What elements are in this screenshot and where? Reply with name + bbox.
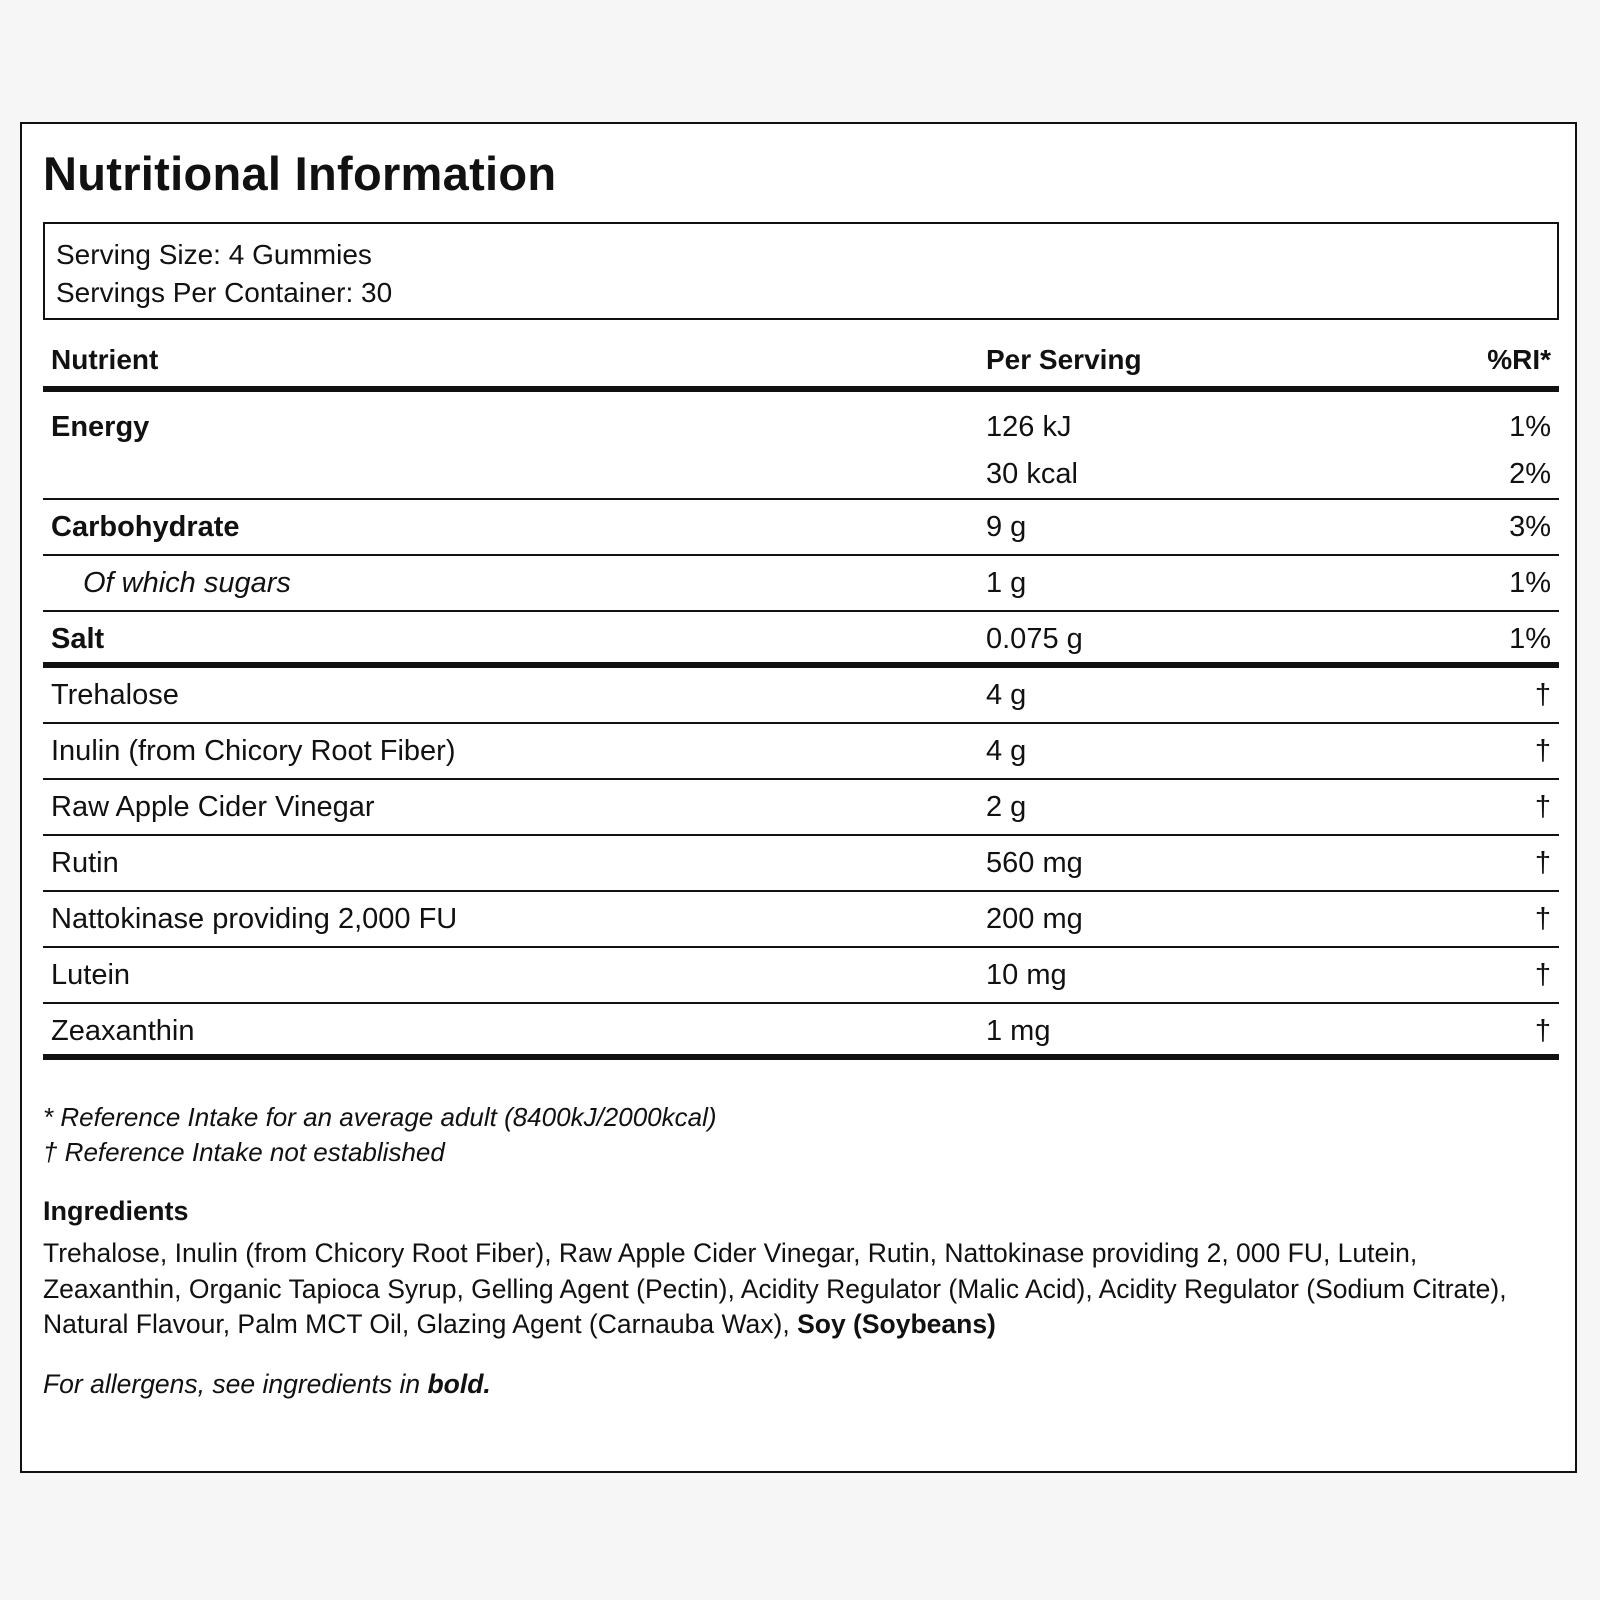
row-value: 1 mg: [986, 1015, 1051, 1047]
row-label: Carbohydrate: [51, 511, 240, 543]
header-nutrient: Nutrient: [51, 344, 159, 375]
row-value: 126 kJ: [986, 411, 1072, 443]
row-ri: 1%: [1509, 411, 1551, 443]
row-label: Nattokinase providing 2,000 FU: [51, 903, 458, 935]
row-value: 2 g: [986, 791, 1027, 823]
header-ri: %RI*: [1487, 344, 1551, 375]
dagger-footnote: † Reference Intake not established: [43, 1137, 445, 1167]
ingredients-list: Trehalose, Inulin (from Chicory Root Fiber), Raw Apple Cider Vinegar, Rutin, Nattokinase providing 2, 000 FU, Lutein, Zeaxanthin, Organic Tapioca Syrup, Gelling Agent (Pectin), Acidity Regulator (Malic Acid), Acidity Regulator (Sodium Citrate), Natural Flavour, Palm MCT Oil, Glazing Agent (Carnauba Wax),: [43, 1238, 1507, 1339]
row-label: Lutein: [51, 959, 131, 991]
row-ri: †: [1534, 847, 1551, 879]
table-row: [43, 668, 1559, 724]
table-row-salt: [43, 612, 1559, 668]
nutrition-table: [43, 324, 1559, 1060]
table-row: [43, 780, 1559, 836]
allergen-ingredient: Soy (Soybeans): [797, 1309, 996, 1339]
nutrition-panel: [20, 122, 1577, 1473]
row-ri: †: [1534, 679, 1551, 711]
header-per-serving: Per Serving: [986, 344, 1142, 375]
row-value: 30 kcal: [986, 458, 1078, 490]
allergen-note-bold: bold.: [427, 1369, 491, 1399]
row-value: 200 mg: [986, 903, 1083, 935]
row-label: Of which sugars: [83, 567, 291, 599]
table-row-energy-kj: [43, 392, 1559, 446]
row-ri: †: [1534, 1015, 1551, 1047]
ri-footnote: * Reference Intake for an average adult (8400kJ/2000kcal): [43, 1102, 717, 1132]
row-ri: †: [1534, 735, 1551, 767]
ingredients-text: [43, 1236, 1559, 1343]
row-value: 0.075 g: [986, 623, 1083, 655]
table-row: [43, 948, 1559, 1004]
row-ri: 2%: [1509, 458, 1551, 490]
row-label: Raw Apple Cider Vinegar: [51, 791, 375, 823]
table-header: [43, 324, 1559, 392]
table-row: [43, 836, 1559, 892]
row-value: 10 mg: [986, 959, 1067, 991]
table-row: [43, 1004, 1559, 1060]
row-label: Zeaxanthin: [51, 1015, 195, 1047]
row-label: Salt: [51, 623, 105, 655]
row-label: Trehalose: [51, 679, 179, 711]
serving-size: Serving Size: 4 Gummies: [56, 239, 372, 270]
row-label: Inulin (from Chicory Root Fiber): [51, 735, 456, 767]
serving-box: [43, 222, 1559, 320]
row-ri: 3%: [1509, 511, 1551, 543]
row-value: 560 mg: [986, 847, 1083, 879]
row-ri: †: [1534, 791, 1551, 823]
allergen-note: [43, 1369, 491, 1400]
servings-per-container: Servings Per Container: 30: [56, 277, 393, 308]
table-row: [43, 724, 1559, 780]
row-label: Rutin: [51, 847, 119, 879]
table-row-sugars: [43, 556, 1559, 612]
table-row-carbohydrate: [43, 500, 1559, 556]
row-value: 1 g: [986, 567, 1027, 599]
row-ri: †: [1534, 903, 1551, 935]
table-row: [43, 892, 1559, 948]
row-value: 9 g: [986, 511, 1027, 543]
row-label-energy: Energy: [51, 411, 150, 443]
ingredients-heading: Ingredients: [43, 1196, 189, 1226]
row-value: 4 g: [986, 679, 1027, 711]
row-value: 4 g: [986, 735, 1027, 767]
footnotes: [43, 1100, 717, 1170]
row-ri: 1%: [1509, 623, 1551, 655]
allergen-note-prefix: For allergens, see ingredients in: [43, 1369, 421, 1399]
table-row-energy-kcal: [43, 446, 1559, 500]
page-title: Nutritional Information: [43, 147, 557, 200]
row-ri: †: [1534, 959, 1551, 991]
row-ri: 1%: [1509, 567, 1551, 599]
